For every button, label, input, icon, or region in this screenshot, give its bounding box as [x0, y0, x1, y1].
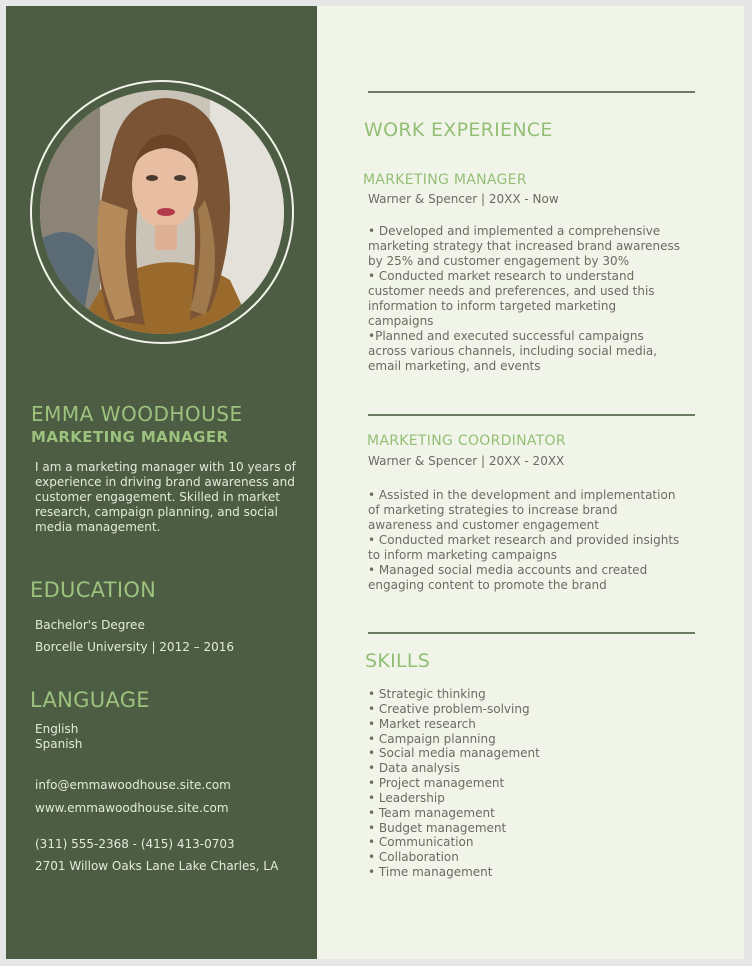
profile-summary: I am a marketing manager with 10 years of experience in driving brand awareness and customer engagement. Skilled in market research, campaign planning, and social media management. — [35, 460, 296, 534]
skill-item: • Project management — [368, 776, 505, 791]
candidate-role: MARKETING MANAGER — [31, 428, 229, 446]
job-title: MARKETING MANAGER — [363, 172, 527, 188]
education-heading: EDUCATION — [30, 578, 157, 602]
skills-list — [368, 687, 540, 880]
skill-item: • Time management — [368, 865, 493, 880]
contact-website[interactable]: www.emmawoodhouse.site.com — [35, 801, 229, 815]
skill-item: • Team management — [368, 805, 495, 820]
skill-item: • Social media management — [368, 746, 540, 761]
section-divider — [368, 91, 695, 93]
sidebar — [6, 6, 317, 959]
language-heading: LANGUAGE — [30, 688, 150, 712]
language-item: Spanish — [35, 737, 83, 751]
profile-photo — [40, 90, 284, 334]
work-experience-heading: WORK EXPERIENCE — [364, 119, 553, 141]
job-meta: Warner & Spencer | 20XX - 20XX — [368, 454, 565, 468]
skill-item: • Leadership — [368, 790, 445, 805]
job-description: • Assisted in the development and implementation of marketing strategies to increase brand awareness and customer engagement • Conducted market research and provided insights to inform marketing campaigns • Managed social media accounts and created engaging content to promote the brand — [368, 488, 680, 592]
section-divider — [368, 414, 695, 416]
contact-phone: (311) 555-2368 - (415) 413-0703 — [35, 837, 235, 851]
resume-page — [6, 6, 744, 959]
education-degree: Bachelor's Degree — [35, 618, 145, 632]
skill-item: • Strategic thinking — [368, 687, 486, 701]
skill-item: • Creative problem-solving — [368, 701, 530, 716]
skill-item: • Data analysis — [368, 761, 460, 776]
skills-heading: SKILLS — [365, 650, 431, 672]
job-title: MARKETING COORDINATOR — [367, 433, 566, 449]
skill-item: • Collaboration — [368, 850, 459, 865]
education-school: Borcelle University | 2012 – 2016 — [35, 640, 235, 654]
language-item: English — [35, 722, 79, 736]
candidate-name: EMMA WOODHOUSE — [31, 402, 243, 426]
skill-item: • Communication — [368, 835, 474, 850]
job-description: • Developed and implemented a comprehensive marketing strategy that increased brand awareness by 25% and customer engagement by 30% • Conducted market research to understand customer needs and preferences, and used this information to inform targeted marketing campaigns •Planned and executed successful campaigns across various channels, including social media, email marketing, and events — [368, 224, 681, 373]
skill-item: • Market research — [368, 716, 476, 731]
job-meta: Warner & Spencer | 20XX - Now — [368, 192, 559, 206]
skill-item: • Campaign planning — [368, 731, 496, 746]
section-divider — [368, 632, 695, 634]
skill-item: • Budget management — [368, 820, 507, 835]
contact-address: 2701 Willow Oaks Lane Lake Charles, LA — [35, 859, 279, 873]
contact-email[interactable]: info@emmawoodhouse.site.com — [35, 778, 231, 792]
